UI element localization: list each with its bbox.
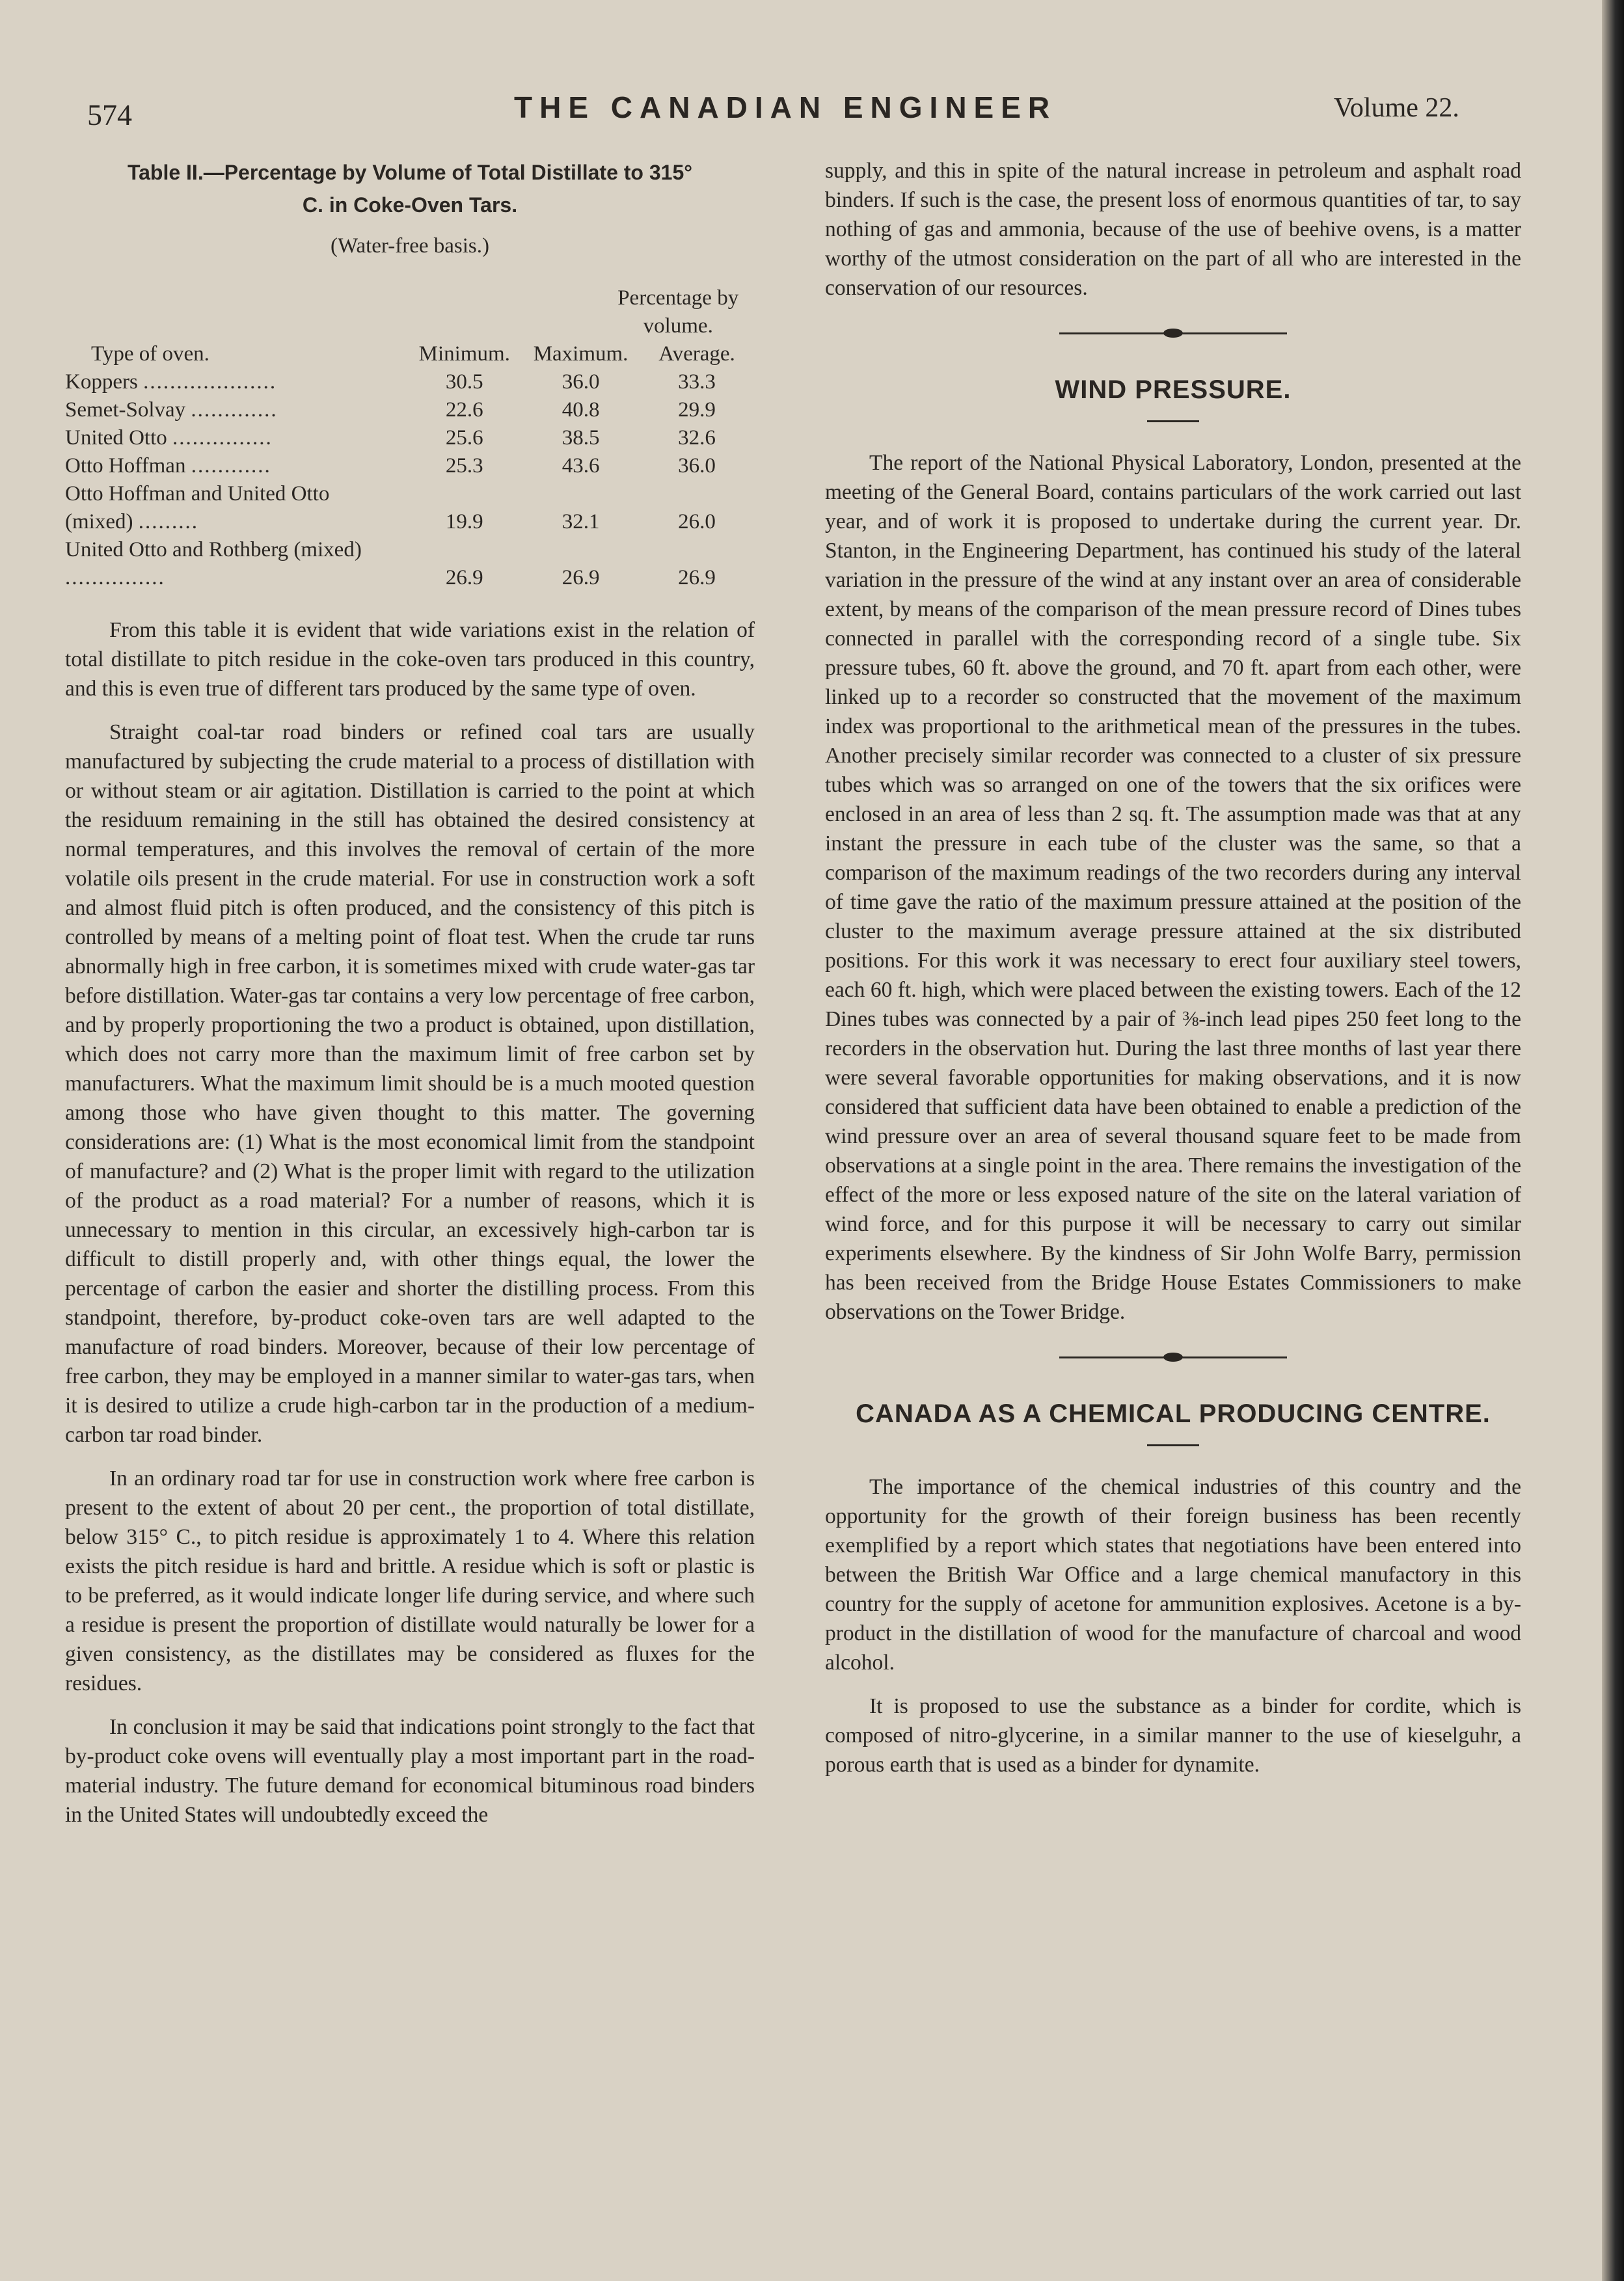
value-max: 43.6 <box>562 454 600 478</box>
table-row: Semet-Solvay ............. 22.6 40.8 29.9 <box>65 396 755 424</box>
page-number: 574 <box>87 98 132 131</box>
page-header <box>0 0 1624 150</box>
value-avg: 36.0 <box>678 454 716 478</box>
value-min: 19.9 <box>445 510 483 533</box>
paragraph: In conclusion it may be said that indications point strongly to the fact that by-product coke ovens will eventually play a most important part in the road-material industry. The future demand for economical bituminous road binders in the United States will undoubtedly exceed the <box>65 1715 755 1827</box>
paragraph: In an ordinary road tar for use in construction work where free carbon is present to the extent of about 20 per cent., the proportion of total distillate, below 315° C., to pitch residue is approximately 1 to 4. Where this relation exists the pitch residue is hard and brittle. A residue which is soft or plastic is to be preferred, as it would indicate longer life during service, and where such a residue is present the proportion of distillate would naturally be lower for a given consistency, as the distillates may be considered as fluxes for the residues. <box>65 1466 755 1695</box>
heading-rule <box>1147 420 1199 422</box>
chemical-paragraph: It is proposed to use the substance as a binder for cordite, which is composed of nitro-glycerine, in a similar manner to the use of kieselguhr, a porous earth that is used as a binder for dynamite. <box>825 1694 1521 1777</box>
col-header-max: Maximum. <box>533 342 629 366</box>
table-row: Koppers .................... 30.5 36.0 33.3 <box>65 368 755 396</box>
wind-pressure-heading: WIND PRESSURE. <box>1055 375 1292 404</box>
continuation-paragraph: supply, and this in spite of the natural increase in petroleum and asphalt road binders. If such is the case, the present loss of enormous quantities of tar, to say nothing of gas and ammonia, because of the use of beehive ovens, is a matter worthy of the utmost consideration on the part of all who are interested in the conservation of our resources. <box>825 159 1521 300</box>
paragraph: From this table it is evident that wide variations exist in the relation of total distillate to pitch residue in the coke-oven tars produced in this country, and this is even true of different tars produced by the same type of oven. <box>65 618 755 701</box>
oven-type: United Otto <box>65 426 167 450</box>
table-row: United Otto and Rothberg (mixed) ............... 26.9 26.9 26.9 <box>65 536 755 592</box>
col-header-min: Minimum. <box>418 342 510 366</box>
journal-title: THE CANADIAN ENGINEER <box>514 90 1057 124</box>
value-max: 40.8 <box>562 398 600 422</box>
table-group-header: Percentage by volume. <box>617 286 739 338</box>
page-edge-shadow <box>1602 0 1624 2281</box>
value-max: 32.1 <box>562 510 600 533</box>
value-max: 26.9 <box>562 566 600 589</box>
table-title-line1: Table II.—Percentage by Volume of Total Distillate to 315° <box>127 161 693 184</box>
right-column <box>825 156 1521 1794</box>
value-min: 22.6 <box>445 398 483 422</box>
section-ornament <box>825 329 1521 338</box>
chemical-paragraph: The importance of the chemical industries of this country and the opportunity for the growth of their foreign business has been recently exemplified by a report which states that negotiations have been entered into between the British War Office and a large chemical manufactory in this country for the supply of acetone for ammunition explosives. Acetone is a by-product in the distillation of wood for the manufacture of charcoal and wood alcohol. <box>825 1475 1521 1675</box>
value-avg: 33.3 <box>678 370 716 394</box>
volume-label: Volume 22. <box>1334 93 1459 123</box>
col-header-avg: Average. <box>658 342 735 366</box>
oven-type: Semet-Solvay <box>65 398 186 422</box>
table-row: United Otto ............... 25.6 38.5 32.6 <box>65 424 755 452</box>
wind-pressure-paragraph: The report of the National Physical Laboratory, London, presented at the meeting of the General Board, contains particulars of the work carried out last year, and of work it is proposed to undertake during the current year. Dr. Stanton, in the Engineering Department, has continued his study of the lateral variation in the pressure of the wind at any instant over an area of considerable extent, by means of the comparison of the mean pressure record of Dines tubes connected in parallel with the corresponding record of a single tube. Six pressure tubes, 60 ft. above the ground, and 70 ft. apart from each other, were linked up to a recorder so constructed that the movement of the maximum index was proportional to the arithmetical mean of the pressures in the tubes. Another precisely similar recorder was connected to a cluster of six pressure tubes which was so arranged on one of the towers that the six orifices were enclosed in an area of less than 2 sq. ft. The assumption made was that at any instant the pressure in each tube of the cluster was the same, so that a comparison of the maximum readings of the two recorders during any interval of time gave the ratio of the maximum pressure attained at the position of the cluster to the maximum average pressure attained at the six distributed positions. For this work it was necessary to erect four auxiliary steel towers, each 60 ft. high, which were placed between the existing towers. Each of the 12 Dines tubes was connected by a pair of ⅜-inch lead pipes 250 feet long to the recorders in the observation hut. During the last three months of last year there were several favorable opportunities for making observations, and it is now considered that sufficient data have been obtained to enable a prediction of the wind pressure over an area of several thousand square feet to be made from observations at a single point in the area. There remains the investigation of the effect of the more or less exposed nature of the site on the lateral variation of wind force, and for this purpose it will be necessary to carry out similar experiments elsewhere. By the kindness of Sir John Wolfe Barry, permission has been received from the Bridge House Estates Commissioners to make observations on the Tower Bridge. <box>825 451 1521 1324</box>
table-row: Otto Hoffman and United Otto (mixed) ......... 19.9 32.1 26.0 <box>65 480 755 536</box>
col-header-type: Type of oven. <box>91 342 210 366</box>
oven-type: Otto Hoffman and United Otto (mixed) <box>65 482 330 533</box>
value-min: 25.3 <box>445 454 483 478</box>
table-row: Otto Hoffman ............ 25.3 43.6 36.0 <box>65 452 755 480</box>
distillate-table-block <box>65 156 755 592</box>
value-min: 30.5 <box>445 370 483 394</box>
value-min: 25.6 <box>445 426 483 450</box>
chemical-centre-heading: CANADA AS A CHEMICAL PRODUCING CENTRE. <box>856 1399 1491 1428</box>
value-max: 38.5 <box>562 426 600 450</box>
oven-type: United Otto and Rothberg (mixed) <box>65 538 362 561</box>
value-avg: 26.9 <box>678 566 716 589</box>
left-column <box>65 156 755 1844</box>
value-avg: 32.6 <box>678 426 716 450</box>
table-title-line2: C. in Coke-Oven Tars. <box>302 193 518 217</box>
value-min: 26.9 <box>445 566 483 589</box>
value-max: 36.0 <box>562 370 600 394</box>
oven-type: Koppers <box>65 370 138 394</box>
heading-rule <box>1147 1444 1199 1446</box>
table-header-row <box>65 340 755 368</box>
section-ornament <box>825 1353 1521 1362</box>
table-note: (Water-free basis.) <box>330 234 490 258</box>
oven-type: Otto Hoffman <box>65 454 186 478</box>
paragraph: Straight coal-tar road binders or refined coal tars are usually manufactured by subjecting the crude material to a process of distillation with or without steam or air agitation. Distillation is carried to the point at which the residuum remaining in the still has obtained the desired consistency at normal temperatures, and this involves the removal of certain of the more volatile oils present in the crude material. For use in construction work a soft and almost fluid pitch is often produced, and the consistency of this pitch is controlled by means of a melting point of float test. When the crude tar runs abnormally high in free carbon, it is sometimes mixed with crude water-gas tar before distillation. Water-gas tar contains a very low percentage of free carbon, and by properly proportioning the two a product is obtained, upon distillation, which does not carry more than the maximum limit of free carbon set by manufacturers. What the maximum limit should be is a much mooted question among those who have given thought to this matter. The governing considerations are: (1) What is the most economical limit from the standpoint of manufacture? and (2) What is the proper limit with regard to the utilization of the product as a road material? For a number of reasons, which it is unnecessary to mention in this circular, an excessively high-carbon tar is difficult to distill properly and, with other things equal, the lower the percentage of carbon the easier and shorter the distilling process. From this standpoint, therefore, by-product coke-oven tars are well adapted to the manufacture of road binders. Moreover, because of their low percentage of free carbon, they may be employed in a manner similar to water-gas tars, when it is desired to utilize a crude high-carbon tar in the production of a medium-carbon tar road binder. <box>65 720 755 1447</box>
value-avg: 29.9 <box>678 398 716 422</box>
distillate-table <box>65 284 755 592</box>
value-avg: 26.0 <box>678 510 716 533</box>
